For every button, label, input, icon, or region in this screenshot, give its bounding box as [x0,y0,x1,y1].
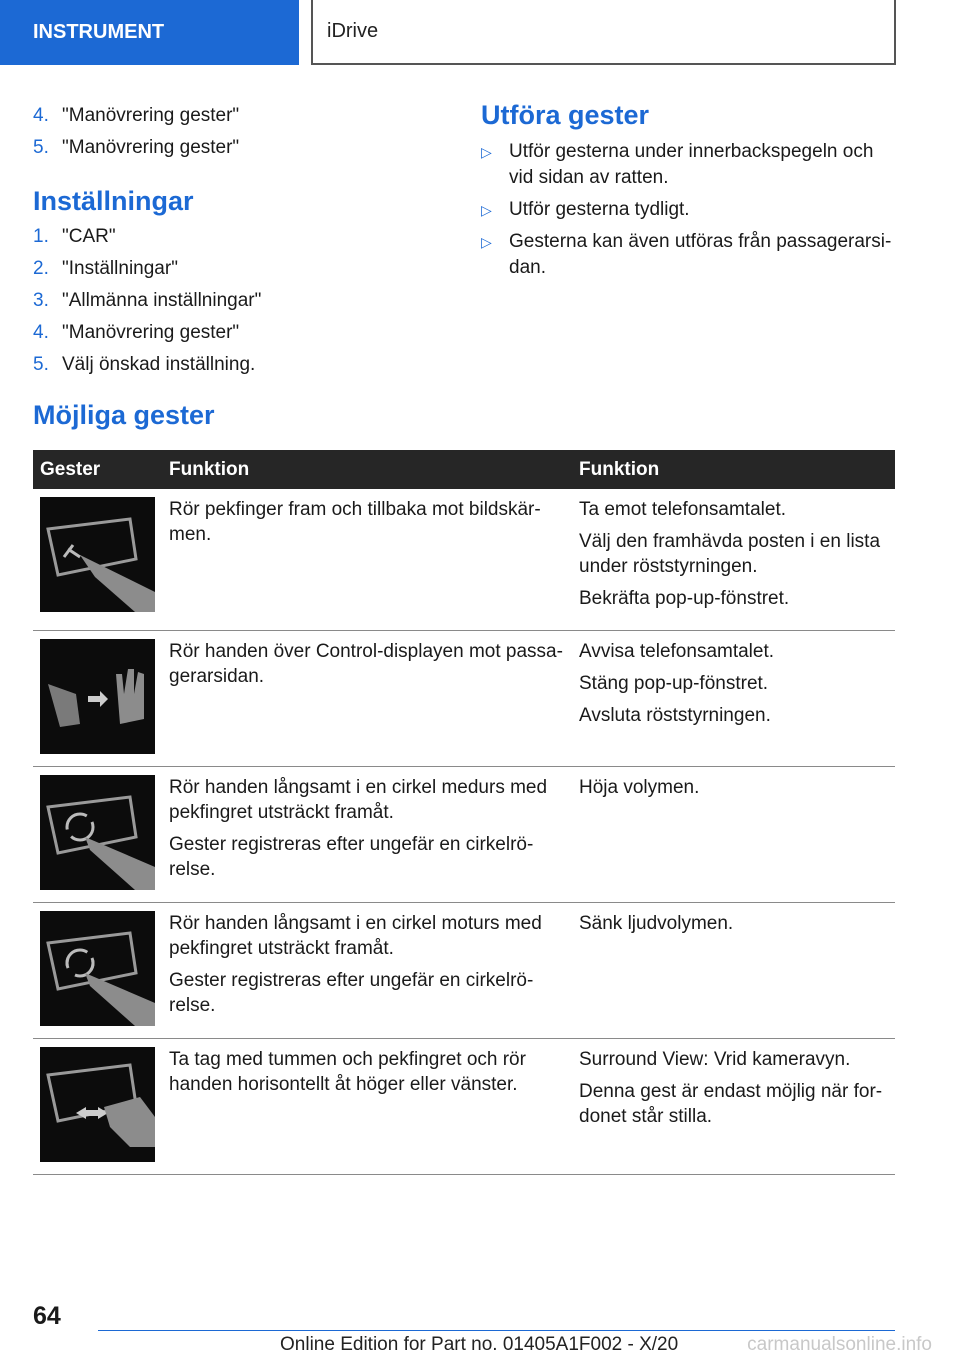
settings-heading: Inställningar [33,186,194,216]
list-item: ▷ Utför gesterna under innerbackspegeln och vid sidan av ratten. [481,139,901,191]
circle-counterclockwise-gesture-icon [40,911,155,1026]
list-item: ▷ Utför gesterna tydligt. [481,197,901,223]
column-header: Gester [33,450,162,489]
list-item: 3. "Allmänna inställningar" [33,290,262,311]
watermark: carmanualsonline.info [747,1334,932,1355]
triangle-bullet-icon: ▷ [481,202,492,218]
perform-heading: Utföra gester [481,100,650,130]
list-item: 1. "CAR" [33,226,116,247]
table-row: Rör handen långsamt i en cirkel moturs med pekfingret utsträckt framåt. Gester registreras efter ungefär en cirkelrörelse. Sänk ljudvolymen. [33,903,895,1039]
list-item: 5. Välj önskad inställning. [33,354,256,375]
perform-bullets [481,139,901,281]
triangle-bullet-icon: ▷ [481,144,492,160]
hand-swipe-gesture-icon [40,639,155,754]
section-tab: INSTRUMENT [0,0,299,65]
table-row: Rör handen långsamt i en cirkel medurs med pekfingret utsträckt framåt. Gester registreras efter ungefär en cirkelrörelse. Höja volymen. [33,767,895,903]
list-item: 4. "Manövrering gester" [33,322,240,343]
edition-text: Online Edition for Part no. 01405A1F002 - X/20 [280,1334,679,1355]
table-row: Rör handen över Control-displayen mot passagerarsidan. Avvisa telefonsamtalet. Stäng pop-up-fönstret. Avsluta röststyrningen. [33,631,895,767]
list-item: ▷ Gesterna kan även utföras från passagerarsidan. [481,229,901,281]
left-column [33,100,443,381]
circle-clockwise-gesture-icon [40,775,155,890]
gestures-heading: Möjliga gester [33,400,215,430]
table-row: Ta tag med tummen och pekfingret och rör handen horisontellt åt höger eller vänster. Surround View: Vrid kameravyn. Denna gest är endast möjlig när fordonet står stilla. [33,1039,895,1175]
table-header-row [33,450,895,489]
table-row: Rör pekfinger fram och tillbaka mot bildskärmen. Ta emot telefonsamtalet. Välj den framhävda posten i en lista under röststyrningen. Bekräfta pop-up-fönstret. [33,489,895,631]
list-item: 5. "Manövrering gester" [33,137,240,158]
gestures-table [33,450,895,1175]
continued-steps [33,100,443,164]
footer-divider [98,1330,895,1331]
triangle-bullet-icon: ▷ [481,234,492,250]
pinch-swipe-gesture-icon [40,1047,155,1162]
column-header: Funktion [572,450,895,489]
right-column [481,100,901,287]
list-item: 2. "Inställningar" [33,258,178,279]
finger-forward-back-gesture-icon [40,497,155,612]
page-number: 64 [33,1302,61,1330]
column-header: Funktion [162,450,572,489]
topic-tab: iDrive [311,0,896,65]
list-item: 4. "Manövrering gester" [33,105,240,126]
settings-steps [33,221,443,381]
